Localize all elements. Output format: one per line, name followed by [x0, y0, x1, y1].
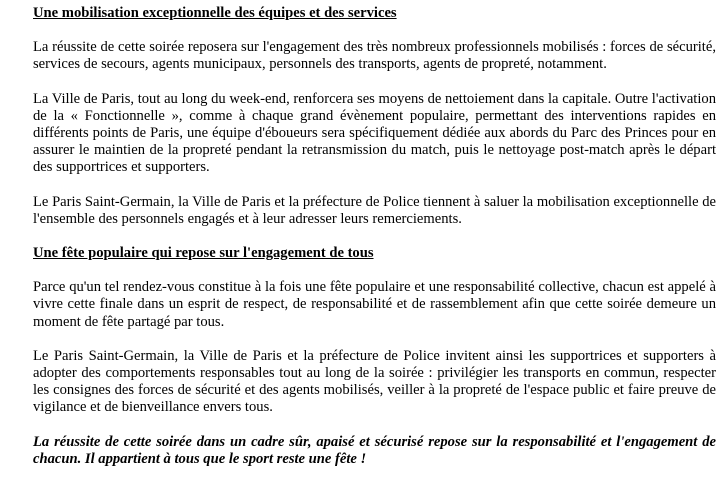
paragraph-nettoiement: La Ville de Paris, tout au long du week-end, renforcera ses moyens de nettoiement dans la capitale. Outre l'activation de la « Fonctionnelle », comme à chaque grand évènement populaire, permettant des interventions rapides en différents points de Paris, une équipe d'éboueurs sera spécifiquement dédiée aux abords du Parc des Princes pour en assurer le maintien de la propreté pendant la retransmission du match, puis le nettoyage post-match après le départ des supportrices et supporters. — [33, 90, 716, 176]
paragraph-rendez-vous: Parce qu'un tel rendez-vous constitue à la fois une fête populaire et une responsabilité collective, chacun est appelé à vivre cette finale dans un esprit de respect, de responsabilité et de rassemblement afin que cette soirée demeure un moment de fête partagé par tous. — [33, 279, 716, 330]
paragraph-engagement: La réussite de cette soirée reposera sur l'engagement des très nombreux professionnels mobilisés : forces de sécurité, services de secours, agents municipaux, personnels des transports, agents de propreté, notamment. — [33, 39, 716, 73]
section-heading-mobilisation: Une mobilisation exceptionnelle des équipes et des services — [33, 5, 397, 21]
paragraph-remerciements: Le Paris Saint-Germain, la Ville de Paris et la préfecture de Police tiennent à saluer la mobilisation exceptionnelle de l'ensemble des personnels engagés et à leur adresser leurs remerciements. — [33, 193, 716, 227]
paragraph-comportements: Le Paris Saint-Germain, la Ville de Paris et la préfecture de Police invitent ainsi les supportrices et supporters à adopter des comportements responsables tout au long de la soirée : privilégier les transports en commun, respecter les consignes des forces de sécurité et des agents mobilisés, veiller à la propreté de l'espace public et faire preuve de vigilance et de bienveillance envers tous. — [33, 347, 716, 416]
section-heading-fete-populaire: Une fête populaire qui repose sur l'engagement de tous — [33, 245, 374, 262]
closing-statement: La réussite de cette soirée dans un cadre sûr, apaisé et sécurisé repose sur la responsabilité et l'engagement de chacun. Il appartient à tous que le sport reste une fête ! — [33, 433, 716, 467]
